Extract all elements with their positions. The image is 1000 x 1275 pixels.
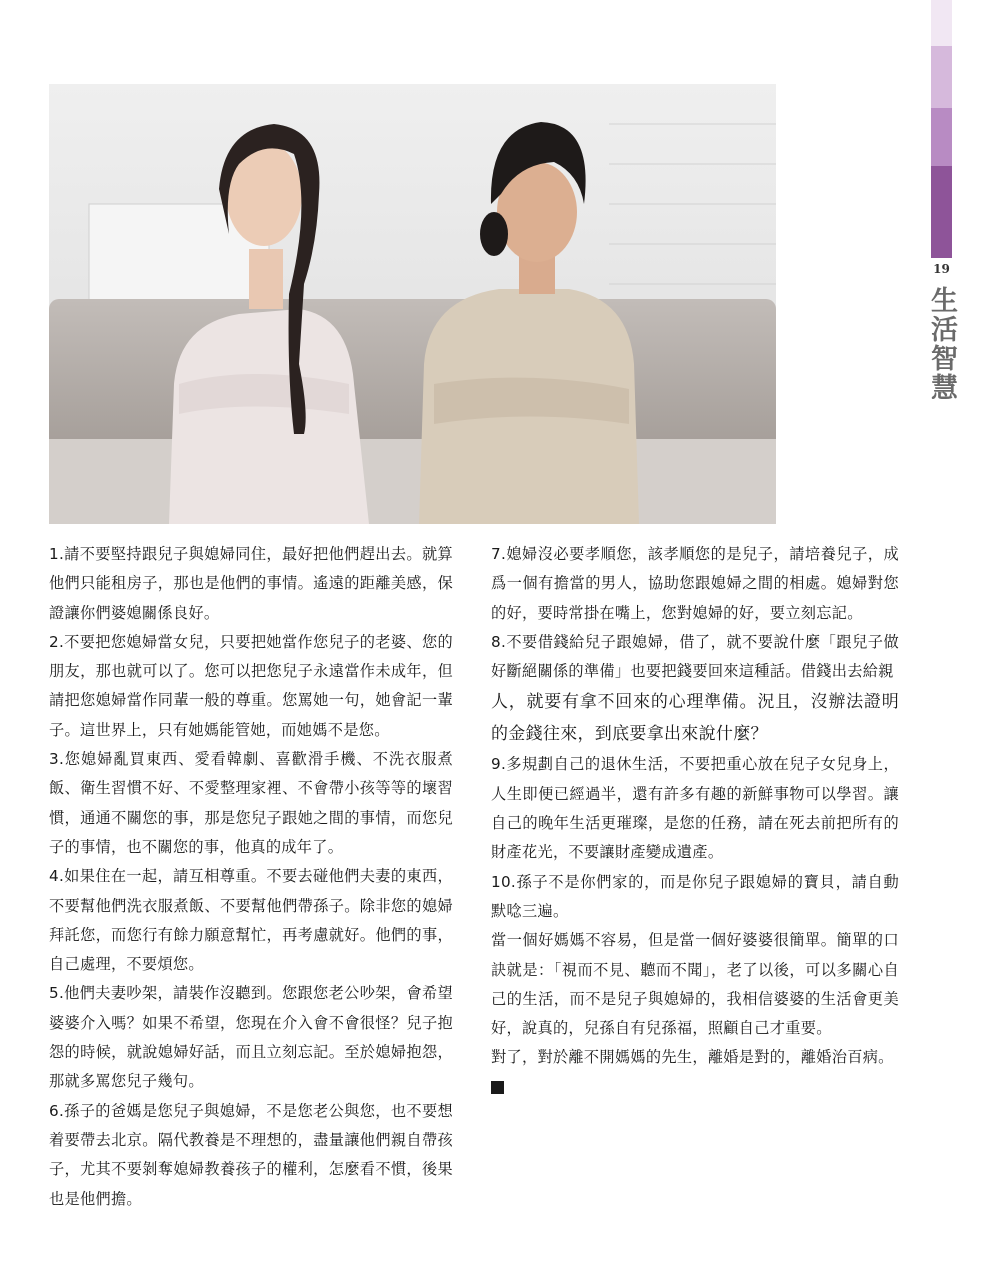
paragraph-conclusion: 當一個好媽媽不容易，但是當一個好婆婆很簡單。簡單的口訣就是：「視而不見、聽而不聞」，老了以後，可以多關心自己的生活，而不是兒子與媳婦的，我相信婆婆的生活會更美好，說真的，兒孫自有兒孫福，照顧自己才重要。: [491, 931, 899, 1038]
tab-segment: [931, 166, 952, 258]
tab-segment: [931, 108, 952, 166]
paragraph-2: 2.不要把您媳婦當女兒，只要把她當作您兒子的老婆、您的朋友，那也就可以了。您可以把您兒子永遠當作未成年，但請把您媳婦當作同輩一般的尊重。您罵她一句，她會記一輩子。這世界上，只有她媽能管她，而她媽不是您。: [49, 632, 453, 739]
end-of-article-mark: [491, 1081, 504, 1094]
tab-segment: [931, 46, 952, 108]
paragraph-10: 10.孫子不是你們家的，而是你兒子跟媳婦的寶貝，請自動默唸三遍。: [491, 872, 899, 920]
page-number: 19: [933, 262, 950, 276]
tab-segment: [931, 0, 952, 46]
paragraph-8: 8.不要借錢給兒子跟媳婦，借了，就不要說什麼「跟兒子做好斷絕關係的準備」也要把錢要回來這種話。借錢出去給親: [491, 632, 899, 681]
section-title: 生活智慧: [926, 286, 957, 402]
article-photo: [49, 84, 776, 524]
paragraph-1: 1.請不要堅持跟兒子與媳婦同住，最好把他們趕出去。就算他們只能租房子，那也是他們的事情。遙遠的距離美感，保證讓你們婆媳關係良好。: [49, 545, 453, 622]
paragraph-3: 3.您媳婦亂買東西、愛看韓劇、喜歡滑手機、不洗衣服煮飯、衛生習慣不好、不愛整理家裡、不會帶小孩等等的壞習慣，通通不關您的事，那是您兒子跟她之間的事情，而您兒子的事情，也不關您的事，他真的成年了。: [49, 750, 453, 856]
article-column-left: [49, 540, 453, 1214]
paragraph-7: 7.媳婦沒必要孝順您，該孝順您的是兒子，請培養兒子，成爲一個有擔當的男人，協助您跟媳婦之間的相處。媳婦對您的好，要時常掛在嘴上，您對媳婦的好，要立刻忘記。: [491, 545, 899, 622]
paragraph-4: 4.如果住在一起，請互相尊重。不要去碰他們夫妻的東西，不要幫他們洗衣服煮飯、不要幫他們帶孫子。除非您的媳婦拜託您，而您行有餘力願意幫忙，再考慮就好。他們的事，自己處理，不要煩您。: [49, 867, 453, 974]
section-color-tab: [931, 0, 952, 258]
paragraph-9: 9.多規劃自己的退休生活，不要把重心放在兒子女兒身上，人生即便已經過半，還有許多有趣的新鮮事物可以學習。讓自己的晚年生活更璀璨，是您的任務，請在死去前把所有的財產花光，不要讓財產變成遺產。: [491, 755, 899, 862]
paragraph-6: 6.孫子的爸媽是您兒子與媳婦，不是您老公與您，也不要想着要帶去北京。隔代教養是不理想的，盡量讓他們親自帶孩子，尤其不要剝奪媳婦教養孩子的權利，怎麼看不慣，後果也是他們擔。: [49, 1101, 453, 1208]
paragraph-8-continued: 人，就要有拿不回來的心理準備。況且，沒辦法證明的金錢往來，到底要拿出來說什麼？: [491, 692, 899, 745]
paragraph-5: 5.他們夫妻吵架，請裝作沒聽到。您跟您老公吵架，會希望婆婆介入嗎？如果不希望，您現在介入會不會很怪？兒子抱怨的時候，就說媳婦好話，而且立刻忘記。至於媳婦抱怨，那就多罵您兒子幾句。: [49, 984, 453, 1091]
paragraph-final: 對了，對於離不開媽媽的先生，離婚是對的，離婚治百病。: [491, 1048, 894, 1067]
article-column-right: [491, 540, 899, 1104]
